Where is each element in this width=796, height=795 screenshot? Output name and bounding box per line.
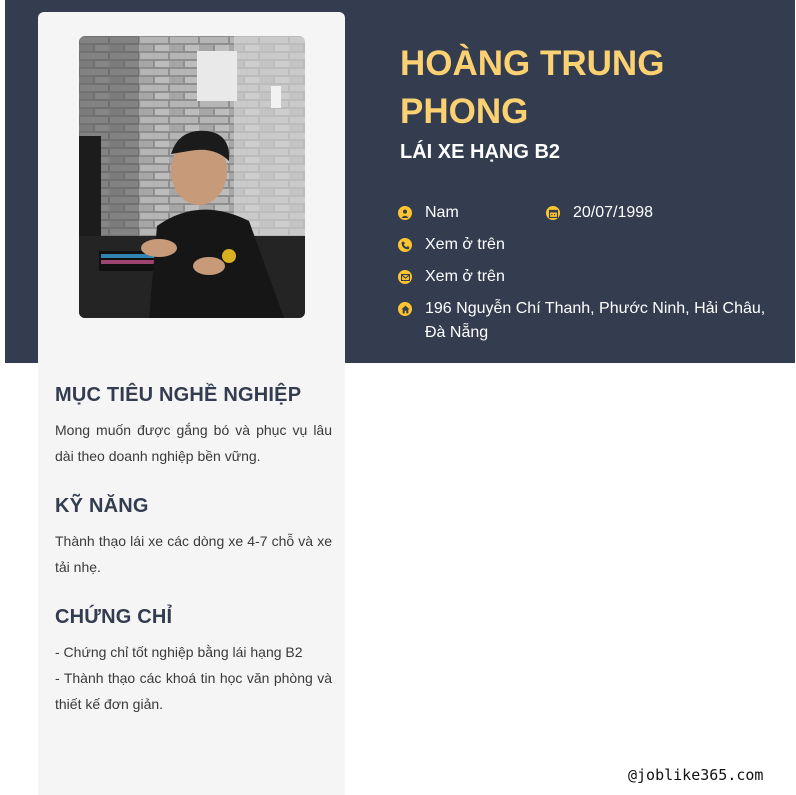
address-row: [398, 297, 768, 345]
birthday-value: 20/07/1998: [573, 204, 654, 221]
certificates-text: [55, 639, 332, 717]
skills-section: [55, 495, 332, 580]
email-value: Xem ở trên: [425, 268, 505, 285]
footer-brand: @joblike365.com: [628, 766, 764, 784]
mail-icon: [398, 270, 412, 284]
address-value: 196 Nguyễn Chí Thanh, Phước Ninh, Hải Châu, Đà Nẵng: [425, 300, 766, 341]
gender-value: Nam: [425, 204, 459, 221]
skills-title: KỸ NĂNG: [55, 495, 149, 517]
job-title: LÁI XE HẠNG B2: [400, 141, 561, 163]
sidebar-sections: [55, 384, 332, 743]
gender-row: [398, 201, 538, 225]
birthday-row: [546, 201, 746, 225]
phone-value: Xem ở trên: [425, 236, 505, 253]
calendar-icon: [546, 206, 560, 220]
home-icon: [398, 302, 412, 316]
person-icon: [398, 206, 412, 220]
objective-section: [55, 384, 332, 469]
certificate-line: - Thành thạo các khoá tin học văn phòng và thiết kế đơn giản.: [55, 670, 332, 712]
sidebar: [38, 12, 345, 795]
certificates-section: [55, 606, 332, 717]
objective-text: Mong muốn được gắng bó và phục vụ lâu dài theo doanh nghiệp bền vững.: [55, 422, 332, 464]
objective-title: MỤC TIÊU NGHỀ NGHIỆP: [55, 384, 302, 406]
phone-row: [398, 233, 758, 257]
certificate-line: - Chứng chỉ tốt nghiệp bằng lái hạng B2: [55, 644, 303, 660]
skills-text: Thành thạo lái xe các dòng xe 4-7 chỗ và xe tải nhẹ.: [55, 533, 332, 575]
profile-photo: [79, 36, 305, 318]
candidate-name: HOÀNG TRUNG PHONG: [400, 44, 665, 131]
certificates-title: CHỨNG CHỈ: [55, 606, 173, 628]
phone-icon: [398, 238, 412, 252]
email-row: [398, 265, 758, 289]
